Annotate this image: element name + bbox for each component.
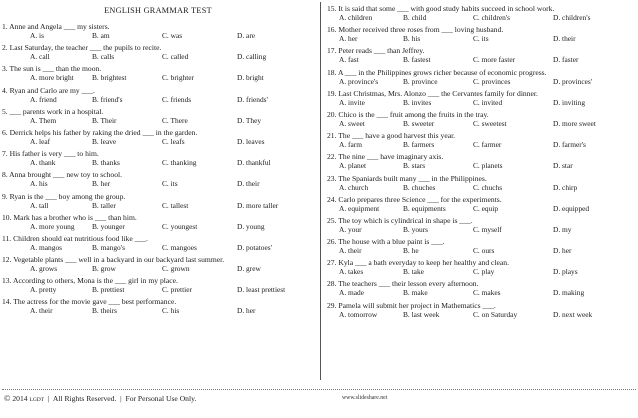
answer-options [2, 31, 314, 41]
column-divider [320, 2, 321, 380]
answer-option: A. takes [339, 267, 364, 277]
question-list-right [327, 4, 633, 320]
answer-option: A. leaf [30, 136, 51, 146]
answer-option: C. more faster [473, 55, 516, 65]
answer-option: D. least prettiest [237, 285, 286, 295]
answer-options [327, 267, 633, 277]
answer-option: A. sweet [339, 118, 365, 128]
question-text: 19. Last Christmas, Mrs. Alonzo ___ the Cervantes family for dinner. [327, 88, 538, 98]
question-text: 27. Kyla ___ a bath everyday to keep her healthy and clean. [327, 258, 509, 268]
answer-options [327, 310, 633, 320]
footer-rule [2, 389, 636, 390]
question-item [2, 192, 314, 211]
answer-option: D. making [553, 288, 585, 298]
question-item [2, 107, 314, 126]
question-text: 15. It is said that some ___ with good study habits succeed in school work. [327, 4, 555, 13]
answer-option: C. its [162, 179, 178, 189]
question-item [2, 234, 314, 253]
question-item [327, 237, 633, 256]
answer-option: D. farmer's [553, 140, 586, 150]
answer-option: A. their [30, 306, 53, 316]
question-item [327, 46, 633, 65]
answer-option: D. leaves [237, 136, 265, 146]
question-item [2, 43, 314, 62]
answer-option: C. friends [162, 94, 192, 104]
answer-options [327, 225, 633, 235]
answer-option: C. was [162, 31, 183, 40]
answer-option: D. young [237, 221, 265, 231]
answer-option: A. farm [339, 140, 362, 150]
footer-rights: All Rights Reserved. [52, 394, 117, 403]
answer-option: D. potatoes' [237, 242, 272, 252]
question-text: 1. Anne and Angela ___ my sisters. [2, 22, 110, 31]
answer-option: A. tall [30, 200, 49, 210]
answer-options [327, 161, 633, 171]
answer-options [2, 222, 314, 232]
answer-option: D. bright [237, 73, 264, 83]
answer-option: B. sweeter [403, 118, 435, 128]
answer-option: A. your [339, 224, 362, 234]
question-text: 10. Mark has a brother who is ___ than him. [2, 212, 137, 222]
answer-option: C. prettier [162, 285, 192, 295]
answer-option: C. planets [473, 161, 503, 171]
answer-option: B. stars [403, 161, 426, 171]
answer-option: B. last week [403, 309, 440, 319]
answer-option: A. their [339, 246, 362, 256]
question-item [2, 213, 314, 232]
footer-year: 2014 [12, 394, 28, 403]
answer-option: D. her [237, 306, 256, 316]
left-column [2, 4, 314, 319]
answer-option: C. chuchs [473, 182, 503, 192]
answer-option: D. friends' [237, 94, 268, 104]
answer-option: D. next week [553, 309, 593, 319]
answer-option: A. made [339, 288, 365, 298]
question-text: 16. Mother received three roses from ___ loving husband. [327, 25, 504, 35]
answer-option: B. he [403, 246, 419, 256]
question-item [2, 149, 314, 168]
answer-options [2, 201, 314, 211]
answer-option: D. their [237, 179, 260, 189]
answer-option: C. mangoes [162, 242, 197, 252]
answer-option: B. fastest [403, 55, 431, 65]
question-text: 12. Vegetable plants ___ well in a backyard in our backyard last summer. [2, 255, 225, 265]
answer-options [2, 243, 314, 253]
answer-option: C. provinces [473, 76, 511, 86]
question-item [2, 22, 314, 41]
answer-option: A. equipment [339, 203, 380, 213]
answer-option: A. is [30, 31, 44, 40]
question-text: 22. The nine ___ have imaginary axis. [327, 152, 444, 162]
footer-separator: | [47, 394, 50, 403]
footer-company: LGDT [29, 397, 45, 403]
question-text: 21. The ___ have a good harvest this year. [327, 131, 456, 141]
question-item [2, 64, 314, 83]
question-text: 24. Carlo prepares three Science ___ for the experiments. [327, 194, 502, 204]
answer-option: C. brighter [162, 73, 195, 83]
answer-options [2, 306, 314, 316]
answer-options [327, 183, 633, 193]
answer-option: B. grow [92, 264, 116, 274]
answer-options [2, 264, 314, 274]
copyright-icon: © [4, 393, 11, 403]
question-list-left [2, 22, 314, 316]
answer-option: A. friend [30, 94, 57, 104]
answer-option: D. calling [237, 52, 267, 62]
answer-options [2, 116, 314, 126]
answer-option: B. prettiest [92, 285, 125, 295]
question-text: 18. A ___ in the Philippines grows richer because of economic progress. [327, 67, 547, 77]
answer-option: C. tallest [162, 200, 189, 210]
answer-option: D. children's [553, 13, 591, 22]
answer-options [327, 246, 633, 256]
question-item [2, 170, 314, 189]
answer-option: B. brightest [92, 73, 127, 83]
answer-option: C. There [162, 115, 188, 125]
answer-option: C. equip [473, 203, 499, 213]
question-item [327, 258, 633, 277]
answer-option: A. call [30, 52, 50, 62]
right-column [327, 4, 633, 322]
question-item [327, 152, 633, 171]
answer-option: B. leave [92, 136, 117, 146]
question-item [327, 174, 633, 193]
answer-option: B. mango's [92, 242, 125, 252]
question-item [327, 195, 633, 214]
question-text: 11. Children should eat nutritious food like ___. [2, 233, 148, 243]
answer-options [327, 13, 633, 23]
answer-option: D. her [553, 246, 572, 256]
question-text: 2. Last Saturday, the teacher ___ the pupils to recite. [2, 43, 162, 53]
answer-options [2, 52, 314, 62]
question-text: 17. Peter reads ___ than Jeffrey. [327, 46, 425, 56]
answer-option: B. thanks [92, 158, 120, 168]
answer-option: D. my [553, 224, 572, 234]
answer-option: B. calls [92, 52, 115, 62]
answer-option: B. her [92, 179, 111, 189]
footer-copyright [4, 393, 196, 403]
answer-option: C. thanking [162, 158, 197, 168]
answer-options [327, 119, 633, 129]
answer-option: A. church [339, 182, 369, 192]
answer-option: C. children's [473, 13, 511, 22]
answer-option: C. farmer [473, 140, 502, 150]
answer-option: C. ours [473, 246, 495, 256]
answer-option: C. youngest [162, 221, 198, 231]
answer-options [327, 140, 633, 150]
answer-option: A. mangos [30, 242, 63, 252]
answer-option: B. friend's [92, 94, 123, 104]
answer-option: C. called [162, 52, 189, 62]
answer-option: A. grows [30, 264, 58, 274]
question-text: 13. According to others, Mona is the ___ girl in my place. [2, 276, 178, 286]
answer-option: D. grew [237, 264, 261, 274]
question-text: 4. Ryan and Carlo are my ___. [2, 85, 95, 95]
answer-option: A. pretty [30, 285, 57, 295]
answer-options [2, 285, 314, 295]
answer-option: D. star [553, 161, 573, 171]
question-item [2, 255, 314, 274]
question-item [327, 89, 633, 108]
page-title: ENGLISH GRAMMAR TEST [104, 6, 212, 15]
question-text: 25. The toy which is cylindrical in shape is ___. [327, 215, 473, 225]
question-text: 7. His father is very ___ to him. [2, 149, 99, 159]
answer-option: A. children [339, 13, 373, 22]
answer-option: C. invited [473, 97, 503, 107]
answer-option: C. leafs [162, 136, 185, 146]
answer-option: D. are [237, 31, 256, 40]
answer-option: C. his [162, 306, 180, 316]
answer-option: C. on Saturday [473, 309, 518, 319]
question-text: 26. The house with a blue paint is ___. [327, 237, 445, 247]
answer-options [2, 73, 314, 83]
answer-option: A. fast [339, 55, 359, 65]
answer-option: D. faster [553, 55, 579, 65]
question-item [327, 110, 633, 129]
question-text: 29. Pamela will submit her project in Mathematics ___. [327, 300, 496, 310]
answer-options [2, 137, 314, 147]
footer-separator: | [120, 394, 122, 403]
question-text: 23. The Spaniards built many ___ in the Philippines. [327, 173, 487, 183]
answer-option: C. its [473, 34, 489, 44]
answer-option: D. more sweet [553, 118, 596, 128]
answer-option: B. taller [92, 200, 116, 210]
question-item [327, 279, 633, 298]
question-text: 28. The teachers ___ their lesson every afternoon. [327, 279, 479, 289]
question-text: 20. Chico is the ___ fruit among the fruits in the tray. [327, 109, 489, 119]
answer-option: B. Their [92, 115, 117, 125]
answer-option: D. plays [553, 267, 578, 277]
answer-option: B. province [403, 76, 438, 86]
answer-option: D. chirp [553, 182, 578, 192]
answer-options [327, 288, 633, 298]
answer-option: A. thank [30, 158, 56, 168]
answer-option: C. myself [473, 224, 502, 234]
answer-option: A. her [339, 34, 358, 44]
answer-option: A. more bright [30, 73, 74, 83]
question-item [327, 301, 633, 320]
question-item [327, 216, 633, 235]
answer-options [327, 204, 633, 214]
question-item [2, 128, 314, 147]
question-item [327, 4, 633, 23]
answer-option: A. tomorrow [339, 309, 378, 319]
answer-option: B. his [403, 34, 421, 44]
answer-options [2, 158, 314, 168]
answer-option: C. makes [473, 288, 501, 298]
question-item [327, 68, 633, 87]
answer-option: B. equipments [403, 203, 446, 213]
answer-option: A. more young [30, 221, 75, 231]
answer-option: B. invites [403, 97, 432, 107]
answer-option: B. yours [403, 224, 429, 234]
question-text: 6. Derrick helps his father by raking the dried ___ in the garden. [2, 127, 198, 137]
answer-options [327, 34, 633, 44]
answer-option: B. chuches [403, 182, 436, 192]
answer-option: A. Them [30, 115, 57, 125]
answer-option: C. grown [162, 264, 190, 274]
question-text: 9. Ryan is the ___ boy among the group. [2, 191, 126, 201]
answer-option: D. They [237, 115, 262, 125]
answer-option: D. provinces' [553, 76, 593, 86]
answer-option: D. equipped [553, 203, 590, 213]
answer-option: B. make [403, 288, 428, 298]
answer-option: B. child [403, 13, 427, 22]
footer-website: www.slideshare.net [342, 395, 388, 401]
answer-options [2, 95, 314, 105]
footer-use: For Personal Use Only. [125, 394, 197, 403]
answer-options [2, 179, 314, 189]
question-item [2, 297, 314, 316]
answer-option: D. their [553, 34, 576, 44]
question-item [2, 86, 314, 105]
answer-option: D. inviting [553, 97, 586, 107]
answer-option: B. younger [92, 221, 125, 231]
answer-option: A. his [30, 179, 48, 189]
question-item [327, 25, 633, 44]
question-item [327, 131, 633, 150]
question-item [2, 276, 314, 295]
answer-options [327, 55, 633, 65]
question-text: 3. The sun is ___ than the moon. [2, 64, 102, 74]
answer-option: B. theirs [92, 306, 118, 316]
answer-option: B. am [92, 31, 110, 40]
answer-option: A. invite [339, 97, 365, 107]
answer-option: D. more taller [237, 200, 279, 210]
question-text: 8. Anna brought ___ new toy to school. [2, 170, 123, 180]
answer-option: C. play [473, 267, 495, 277]
answer-option: C. sweetest [473, 118, 507, 128]
answer-option: A. province's [339, 76, 379, 86]
answer-options [327, 98, 633, 108]
answer-option: A. planet [339, 161, 367, 171]
answer-option: B. farmers [403, 140, 435, 150]
question-text: 14. The actress for the movie gave ___ best performance. [2, 297, 177, 307]
question-text: 5. ___ parents work in a hospital. [2, 106, 104, 116]
answer-option: D. thankful [237, 158, 271, 168]
answer-option: B. take [403, 267, 424, 277]
answer-options [327, 77, 633, 87]
